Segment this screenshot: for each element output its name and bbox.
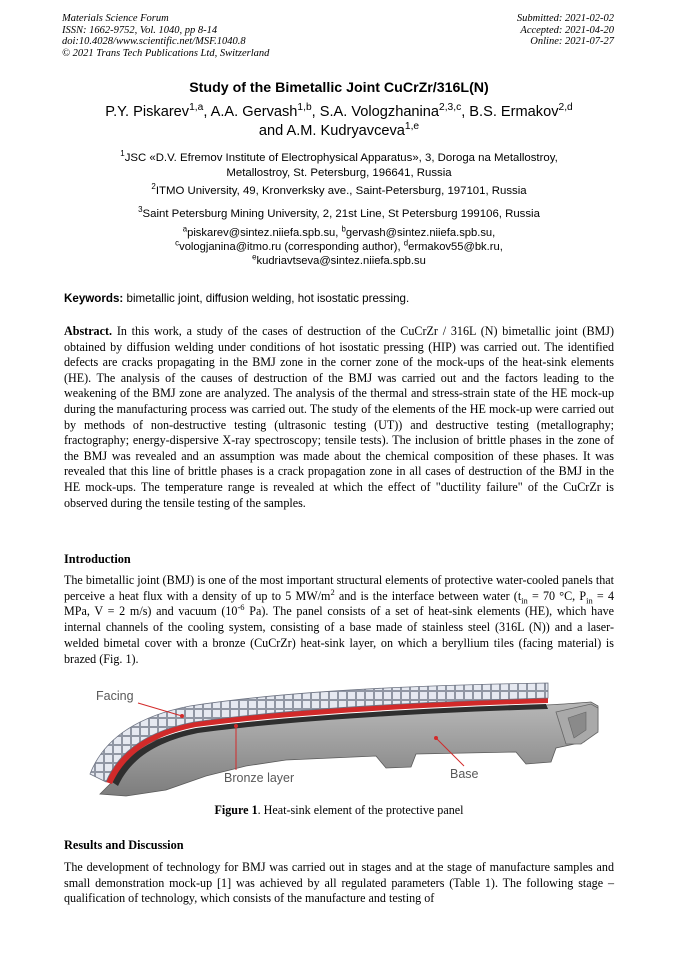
paper-title: Study of the Bimetallic Joint CuCrZr/316L(N) <box>189 80 489 96</box>
figure-caption-text: . Heat-sink element of the protective panel <box>257 803 464 817</box>
author: B.S. Ermakov$^{2,d}$ <box>469 102 573 120</box>
doi: doi:10.4028/www.scientific.net/MSF.1040.8 <box>62 36 246 48</box>
online-date: Online: 2021-07-27 <box>530 36 614 48</box>
section-heading-introduction: Introduction <box>64 552 131 566</box>
email[interactable]: $^d$ermakov55@bk.ru, <box>403 238 503 254</box>
author: and A.M. Kudryavceva$^{1,e}$ <box>258 121 420 139</box>
figure-heat-sink-element <box>86 682 616 798</box>
introduction-paragraph: The bimetallic joint (BMJ) is one of the most important structural elements of protective water-cooled panels that perceive a heat flux with a density of up to 5 $MW/m^2$ and is the interface between water ($t_{in} = 70$ °C, $P_{in} = 4$ MPa, V = 2 m/s) and vacuum ($10^{-6}$ Pa). The panel consists of a set of heat-sink elements (HE), which have internal channels of the cooling system, consisting of a base made of stainless steel (316L (N)) and a laser-welded bimetal cover with a bronze (CuCrZr) heat-sink layer, on which a beryllium tiles (facing material) is brazed (Fig. 1). <box>64 573 614 666</box>
keywords-text: bimetallic joint, diffusion welding, hot isostatic pressing. <box>123 292 410 305</box>
label-base: Base <box>450 767 479 781</box>
author-list <box>50 103 628 141</box>
abstract-text: In this work, a study of the cases of destruction of the CuCrZr / 316L (N) bimetallic joint (BMJ) obtained by diffusion welding under conditions of hot isostatic pressing (HIP) was carried out. The identified defects are cracks propagating in the BMJ zone in the corner zone of the mock-ups of the heat-sink elements (HE). The analysis of the causes of destruction of the BMJ was carried out and the factors leading to the weakening of the BMJ zone are analyzed. The analysis of the thermal and stress-strain state of the HE mock-up during the manufacturing process was carried out. The study of the elements of the HE mock-up were carried out by methods of non-destructive testing (ultrasonic testing (UT)) and destructive testing (metallography; fractography; energy-dispersive X-ray spectroscopy; tensile tests). The inclusion of brittle phases in the zone of the BMJ was revealed and an assumption was made about the chemical composition of these phases. It was revealed that this line of brittle phases is a crack propagation zone in all cases of destruction of the BMJ in the HE mock-ups. The temperature range is revealed at which the effect of "ductility failure" of the CuCrZr is observed during the tensile testing of the samples. <box>64 324 614 510</box>
journal-header <box>62 13 269 59</box>
affiliation: $^2$ITMO University, 49, Kronverksky ave., Saint-Petersburg, 197101, Russia <box>151 182 527 197</box>
journal-name: Materials Science Forum <box>62 13 169 24</box>
author: P.Y. Piskarev$^{1,a}$, <box>105 102 211 120</box>
affiliation: $^1$JSC «D.V. Efremov Institute of Electrophysical Apparatus», 3, Doroga na Metallostroy, Metallostroy, St. Petersburg, 196641, Russia <box>120 149 558 179</box>
email[interactable]: $^e$kudriavtseva@sintez.niiefa.spb.su <box>252 252 426 268</box>
label-bronze: Bronze layer <box>224 771 295 785</box>
affiliation: $^3$Saint Petersburg Mining University, 2, 21st Line, St Petersburg 199106, Russia <box>138 205 540 220</box>
leader-facing-dot <box>180 714 184 718</box>
author: S.A. Vologzhanina$^{2,3,c}$, <box>319 102 470 120</box>
issn: ISSN: 1662-9752, Vol. 1040, pp 8-14 <box>62 24 218 36</box>
email[interactable]: $^b$gervash@sintez.niiefa.spb.su, <box>341 224 496 239</box>
keywords-label: Keywords: <box>64 292 124 305</box>
email-list <box>50 226 628 269</box>
author: A.A. Gervash$^{1,b}$, <box>210 102 320 120</box>
copyright: © 2021 Trans Tech Publications Ltd, Switzerland <box>62 47 270 59</box>
email[interactable]: $^a$piskarev@sintez.niiefa.spb.su, <box>182 224 342 239</box>
figure-caption <box>64 803 614 818</box>
label-facing: Facing <box>96 689 134 703</box>
abstract <box>64 324 614 511</box>
figure-label: Figure 1 <box>214 803 258 817</box>
accepted-date: Accepted: 2021-04-20 <box>520 24 614 36</box>
submitted-date: Submitted: 2021-02-02 <box>516 13 614 24</box>
section-heading-results: Results and Discussion <box>64 838 184 852</box>
email[interactable]: $^c$vologjanina@itmo.ru (corresponding author), <box>175 238 404 254</box>
dates-header <box>517 13 614 48</box>
leader-base-dot <box>434 736 438 740</box>
keywords <box>64 292 614 305</box>
results-paragraph: The development of technology for BMJ was carried out in stages and at the stage of manufacture samples and small demonstration mock-up [1] was achieved by all regulated parameters (Table 1). The following stage – qualification of technology, which consists of the manufacture and testing of <box>64 860 614 906</box>
abstract-label: Abstract. <box>64 324 113 338</box>
leader-bronze-dot <box>234 724 238 728</box>
